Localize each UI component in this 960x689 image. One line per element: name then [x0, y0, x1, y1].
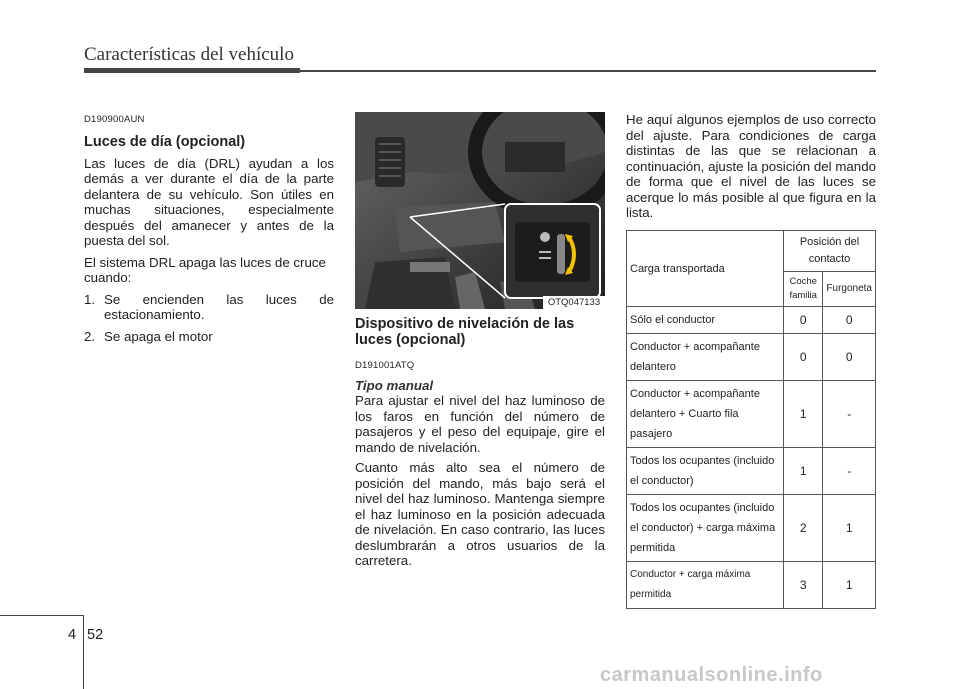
page-header-title: Características del vehículo [84, 44, 294, 65]
cell-coche: 0 [784, 307, 823, 334]
cell-coche: 2 [784, 495, 823, 562]
headlight-leveling-photo [355, 112, 605, 309]
cell-coche: 0 [784, 334, 823, 381]
cell-coche: 3 [784, 562, 823, 609]
list-item [84, 292, 334, 323]
section-code: D190900AUN [84, 114, 145, 125]
table-row [627, 495, 876, 562]
cell-load: Conductor + acompañante delantero + Cuarto fila pasajero [627, 381, 784, 448]
table-header-row [627, 231, 876, 272]
list-number: 2. [84, 328, 96, 344]
header-rule [84, 70, 876, 72]
section-heading: Luces de día (opcional) [84, 133, 246, 150]
footer-rule [0, 615, 84, 616]
cell-load: Sólo el conductor [627, 307, 784, 334]
section-code: D191001ATQ [355, 360, 415, 371]
paragraph: Cuanto más alto sea el número de posición del mando, más bajo será el nivel del haz luminoso. Mantenga siempre el haz luminoso en la posición adecuada de nivelación. En caso contrario, las luces deslumbrarán a otros usuarios de la carretera. [355, 460, 605, 568]
table-row [627, 448, 876, 495]
photo-caption: OTQ047133 [543, 296, 605, 309]
load-table [626, 230, 876, 609]
list-text: Se encienden las luces de estacionamiento. [104, 291, 334, 322]
table-row [627, 381, 876, 448]
paragraph: Las luces de día (DRL) ayudan a los demás a ver durante el día de la parte delantera de su vehículo. Son útiles en muchas situaciones, especialmente después del amanecer y antes de la puesta del sol. [84, 155, 334, 248]
cell-load: Todos los ocupantes (incluido el conductor) + carga máxima permitida [627, 495, 784, 562]
list-number: 1. [84, 291, 96, 307]
cell-load: Todos los ocupantes (incluido el conductor) [627, 448, 784, 495]
paragraph: Para ajustar el nivel del haz luminoso de los faros en función del número de pasajeros y el peso del equipaje, gire el mando de nivelación. [355, 393, 605, 455]
cell-coche: 1 [784, 448, 823, 495]
paragraph: El sistema DRL apaga las luces de cruce cuando: [84, 254, 326, 285]
header-position: Posición del contacto [784, 231, 876, 272]
footer-divider [83, 615, 84, 689]
header-furgoneta: Furgoneta [823, 272, 876, 307]
paragraph: He aquí algunos ejemplos de uso correcto del ajuste. Para condiciones de carga distintas de las que se relacionan a continuación, ajuste la posición del mando de forma que el nivel de las luces se acerque lo más posible al que figura en la lista. [626, 112, 876, 220]
header-coche: Coche familia [784, 272, 823, 307]
cell-furgoneta: - [823, 381, 876, 448]
drl-section [84, 112, 334, 344]
cell-coche: 1 [784, 381, 823, 448]
section-heading: Dispositivo de nivelación de las luces (opcional) [355, 316, 575, 348]
list-text: Se apaga el motor [104, 328, 213, 344]
subheading: Tipo manual [355, 377, 434, 393]
dashboard-illustration [355, 112, 605, 309]
cell-furgoneta: 1 [823, 495, 876, 562]
table-row [627, 307, 876, 334]
leveling-section [355, 316, 605, 569]
chapter-number: 4 [68, 627, 77, 643]
page-number: 52 [87, 627, 104, 643]
watermark: carmanualsonline.info [600, 664, 823, 686]
examples-section [626, 112, 876, 221]
header-load: Carga transportada [627, 231, 784, 307]
list-item [84, 329, 334, 345]
cell-load: Conductor + acompañante delantero [627, 334, 784, 381]
table-row [627, 562, 876, 609]
cell-furgoneta: 1 [823, 562, 876, 609]
table-row [627, 334, 876, 381]
cell-furgoneta: 0 [823, 334, 876, 381]
cell-load: Conductor + carga máxima permitida [627, 562, 784, 609]
cell-furgoneta: 0 [823, 307, 876, 334]
cell-furgoneta: - [823, 448, 876, 495]
